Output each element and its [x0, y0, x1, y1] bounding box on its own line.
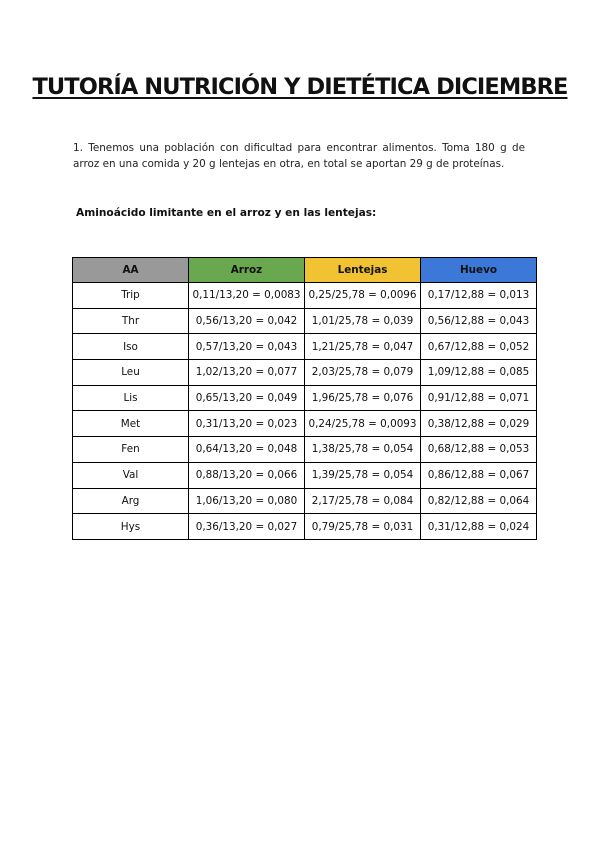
cell-arroz: 0,88/13,20 = 0,066 [189, 462, 305, 488]
cell-huevo: 0,91/12,88 = 0,071 [421, 385, 537, 411]
cell-aa: Lis [73, 385, 189, 411]
header-lentejas: Lentejas [305, 258, 421, 283]
exercise-paragraph: 1. Tenemos una población con dificultad para encontrar alimentos. Toma 180 g de arroz en una comida y 20 g lentejas en otra, en total se aportan 29 g de proteínas. [73, 142, 525, 170]
header-huevo: Huevo [421, 258, 537, 283]
cell-huevo: 0,86/12,88 = 0,067 [421, 462, 537, 488]
amino-acid-table [72, 257, 537, 540]
cell-huevo: 0,56/12,88 = 0,043 [421, 308, 537, 334]
cell-lentejas: 1,01/25,78 = 0,039 [305, 308, 421, 334]
cell-arroz: 1,02/13,20 = 0,077 [189, 360, 305, 386]
table-header-row [73, 258, 537, 283]
table-row [73, 514, 537, 540]
cell-lentejas: 1,39/25,78 = 0,054 [305, 462, 421, 488]
table-row [73, 385, 537, 411]
cell-lentejas: 1,96/25,78 = 0,076 [305, 385, 421, 411]
cell-aa: Arg [73, 488, 189, 514]
cell-lentejas: 2,03/25,78 = 0,079 [305, 360, 421, 386]
table-row [73, 437, 537, 463]
table-row [73, 411, 537, 437]
cell-arroz: 0,56/13,20 = 0,042 [189, 308, 305, 334]
cell-huevo: 0,67/12,88 = 0,052 [421, 334, 537, 360]
cell-aa: Fen [73, 437, 189, 463]
table-row [73, 308, 537, 334]
cell-huevo: 0,82/12,88 = 0,064 [421, 488, 537, 514]
cell-aa: Met [73, 411, 189, 437]
page-title: TUTORÍA NUTRICIÓN Y DIETÉTICA DICIEMBRE [32, 74, 568, 100]
cell-huevo: 0,38/12,88 = 0,029 [421, 411, 537, 437]
cell-arroz: 0,36/13,20 = 0,027 [189, 514, 305, 540]
cell-lentejas: 0,79/25,78 = 0,031 [305, 514, 421, 540]
cell-aa: Hys [73, 514, 189, 540]
table-row [73, 334, 537, 360]
table-row [73, 283, 537, 309]
table-caption: Aminoácido limitante en el arroz y en las lentejas: [76, 207, 377, 219]
table-row [73, 462, 537, 488]
cell-huevo: 0,31/12,88 = 0,024 [421, 514, 537, 540]
cell-arroz: 0,65/13,20 = 0,049 [189, 385, 305, 411]
cell-lentejas: 1,38/25,78 = 0,054 [305, 437, 421, 463]
header-aa: AA [73, 258, 189, 283]
cell-arroz: 0,11/13,20 = 0,0083 [189, 283, 305, 309]
table-row [73, 360, 537, 386]
cell-arroz: 0,57/13,20 = 0,043 [189, 334, 305, 360]
cell-aa: Iso [73, 334, 189, 360]
cell-lentejas: 0,25/25,78 = 0,0096 [305, 283, 421, 309]
cell-huevo: 0,68/12,88 = 0,053 [421, 437, 537, 463]
cell-aa: Thr [73, 308, 189, 334]
cell-lentejas: 2,17/25,78 = 0,084 [305, 488, 421, 514]
cell-arroz: 0,64/13,20 = 0,048 [189, 437, 305, 463]
cell-lentejas: 1,21/25,78 = 0,047 [305, 334, 421, 360]
cell-aa: Trip [73, 283, 189, 309]
cell-arroz: 0,31/13,20 = 0,023 [189, 411, 305, 437]
cell-arroz: 1,06/13,20 = 0,080 [189, 488, 305, 514]
cell-huevo: 0,17/12,88 = 0,013 [421, 283, 537, 309]
table-row [73, 488, 537, 514]
cell-aa: Leu [73, 360, 189, 386]
cell-aa: Val [73, 462, 189, 488]
cell-huevo: 1,09/12,88 = 0,085 [421, 360, 537, 386]
cell-lentejas: 0,24/25,78 = 0,0093 [305, 411, 421, 437]
header-arroz: Arroz [189, 258, 305, 283]
